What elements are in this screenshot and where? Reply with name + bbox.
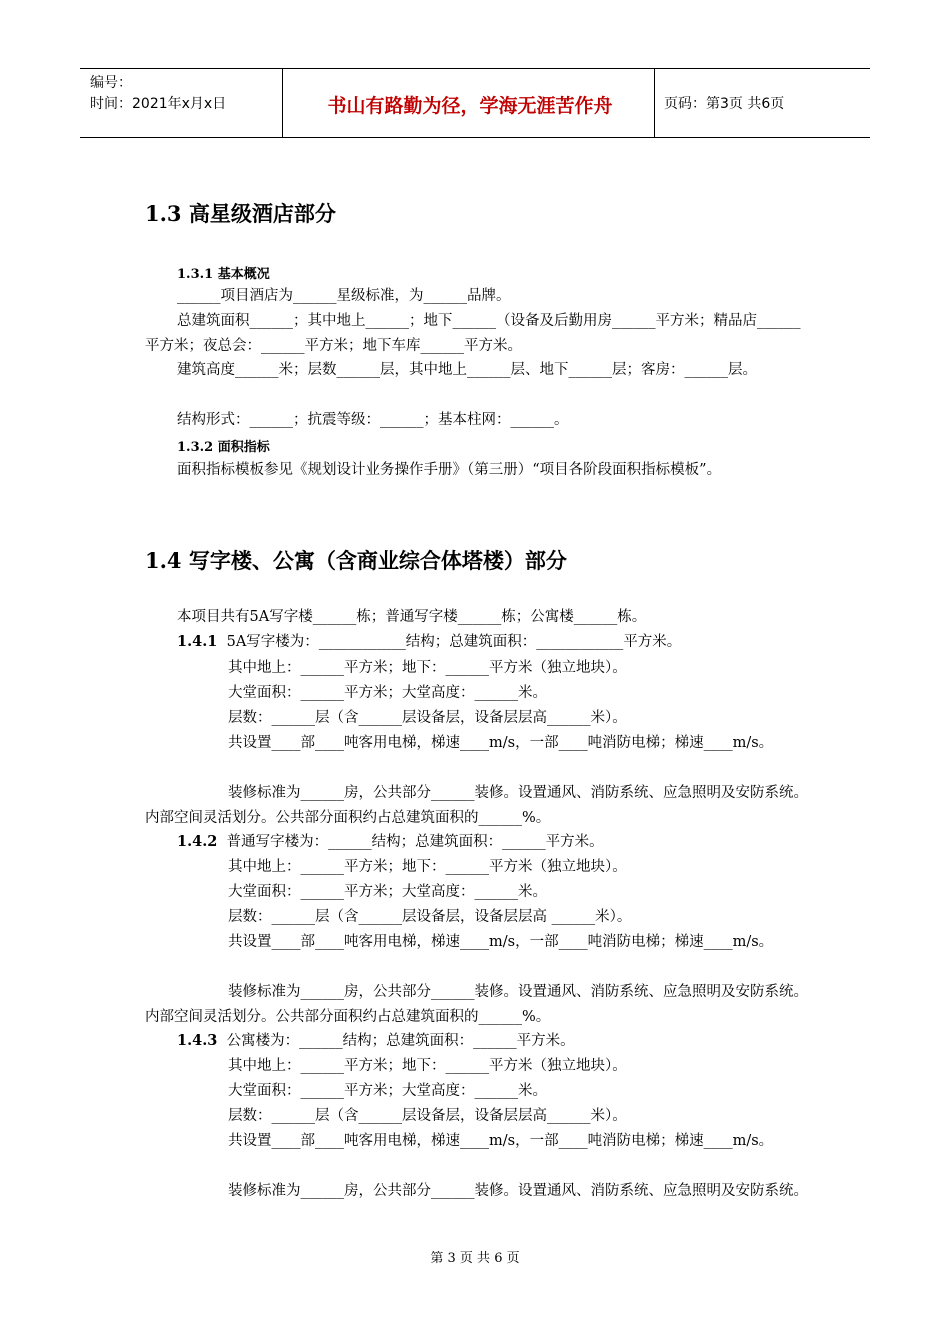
subsection-1-4-2: [177, 830, 810, 855]
subsection-1-4-1: [177, 630, 810, 655]
subsection-title-1-3-1: 1.3.1 基本概况: [177, 267, 270, 282]
list-item: 共设置____部____吨客用电梯，梯速____m/s，一部____吨消防电梯；梯速____m/s。: [228, 735, 774, 751]
subsection-text: 公寓楼为：______结构；总建筑面积：______平方米。: [217, 1033, 575, 1049]
time-label: 时间：2021年x月x日: [90, 96, 227, 112]
header-page-info: 页码：第3页 共6页: [664, 96, 785, 112]
page-header: [80, 68, 870, 138]
paragraph: 结构形式：______；抗震等级：______；基本柱网：______。: [177, 412, 569, 428]
section-title-1-4: 1.4 写字楼、公寓（含商业综合体塔楼）部分: [145, 548, 567, 573]
list-item: 大堂面积：______平方米；大堂高度：______米。: [228, 1083, 547, 1099]
subsection-text: 5A写字楼为：____________结构；总建筑面积：____________平方米。: [217, 634, 682, 650]
subsection-1-4-3: [177, 1029, 810, 1054]
list-item: 共设置____部____吨客用电梯，梯速____m/s，一部____吨消防电梯；梯速____m/s。: [228, 1133, 774, 1149]
paragraph: 总建筑面积______；其中地上______；地下______（设备及后勤用房______平方米；精品店______平方米；夜总会：______平方米；地下车库______平方米。: [145, 313, 801, 354]
list-item: 大堂面积：______平方米；大堂高度：______米。: [228, 884, 547, 900]
paragraph: 本项目共有5A写字楼______栋；普通写字楼______栋；公寓楼______栋。: [177, 609, 647, 625]
subsection-text: 普通写字楼为：______结构；总建筑面积：______平方米。: [217, 834, 604, 850]
section-title-1-3: 1.3 高星级酒店部分: [145, 201, 336, 226]
paragraph: 建筑高度______米；层数______层，其中地上______层、地下______层；客房：______层。: [177, 362, 757, 378]
list-item: 大堂面积：______平方米；大堂高度：______米。: [228, 685, 547, 701]
list-item: 装修标准为______房，公共部分______装修。设置通风、消防系统、应急照明及安防系统。内部空间灵活划分。公共部分面积约占总建筑面积的______%。: [145, 984, 808, 1025]
list-item: 共设置____部____吨客用电梯，梯速____m/s，一部____吨消防电梯；梯速____m/s。: [228, 934, 774, 950]
list-item: 其中地上：______平方米；地下：______平方米（独立地块）。: [228, 859, 627, 875]
header-divider: [282, 69, 283, 137]
list-item: 其中地上：______平方米；地下：______平方米（独立地块）。: [228, 660, 627, 676]
header-motto: 书山有路勤为径，学海无涯苦作舟: [327, 95, 613, 117]
list-item: 装修标准为______房，公共部分______装修。设置通风、消防系统、应急照明及安防系统。: [228, 1183, 808, 1199]
paragraph: 面积指标模板参见《规划设计业务操作手册》（第三册）“项目各阶段面积指标模板”。: [177, 462, 722, 478]
list-item: 层数：______层（含______层设备层，设备层层高 ______米）。: [228, 909, 632, 925]
subsection-number: 1.4.1: [177, 633, 218, 650]
list-item: 其中地上：______平方米；地下：______平方米（独立地块）。: [228, 1058, 627, 1074]
header-meta: [90, 73, 226, 115]
subsection-number: 1.4.3: [177, 1032, 218, 1049]
page-footer: 第 3 页 共 6 页: [430, 1251, 520, 1266]
serial-label: 编号：: [90, 75, 132, 91]
paragraph: ______项目酒店为______星级标准，为______品牌。: [177, 288, 511, 304]
list-item: 装修标准为______房，公共部分______装修。设置通风、消防系统、应急照明及安防系统。内部空间灵活划分。公共部分面积约占总建筑面积的______%。: [145, 785, 808, 826]
list-item: 层数：______层（含______层设备层，设备层层高______米）。: [228, 710, 627, 726]
subsection-title-1-3-2: 1.3.2 面积指标: [177, 440, 270, 455]
list-item: 层数：______层（含______层设备层，设备层层高______米）。: [228, 1108, 627, 1124]
subsection-number: 1.4.2: [177, 833, 218, 850]
